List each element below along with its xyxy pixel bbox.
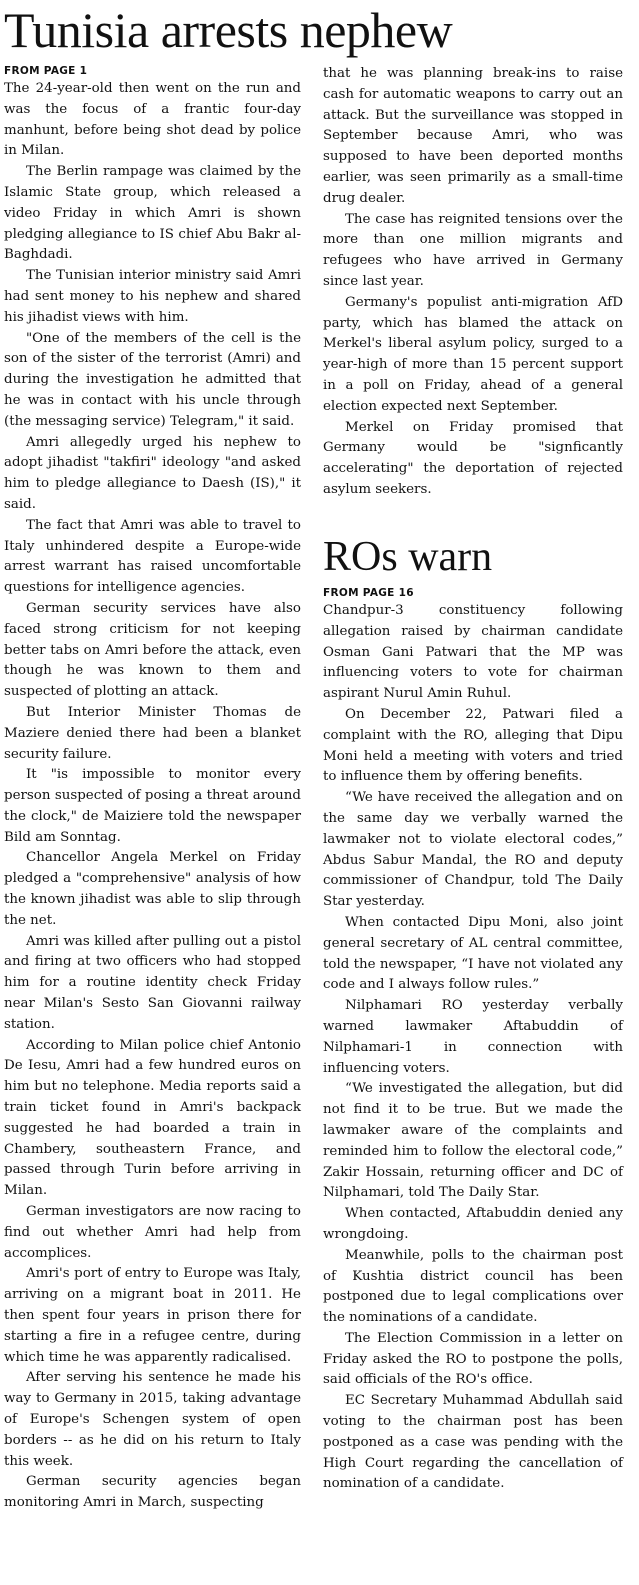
- paragraph: The Election Commission in a letter on Friday asked the RO to postpone the polls, said officials of the RO's office.: [323, 1330, 623, 1388]
- paragraph: When contacted Dipu Moni, also joint general secretary of AL central committee, told the newspaper, “I have not violated any code and I always follow rules.”: [323, 914, 623, 993]
- paragraph: German security agencies began monitoring Amri in March, suspecting: [4, 1474, 301, 1511]
- column-2: [323, 64, 623, 501]
- paragraph: Chandpur-3 constituency following allegation raised by chairman candidate Osman Gani Patwari that the MP was influencing voters to vote for chairman aspirant Nurul Amin Ruhul.: [323, 603, 623, 702]
- paragraph: Amri allegedly urged his nephew to adopt jihadist "takfiri" ideology "and asked him to pledge allegiance to Daesh (IS)," it said.: [4, 434, 301, 512]
- paragraph: Amri's port of entry to Europe was Italy, arriving on a migrant boat in 2011. He then spent four years in prison there for starting a fire in a refugee centre, during which time he was apparently radicalised.: [4, 1266, 301, 1365]
- paragraph: The Tunisian interior ministry said Amri had sent money to his nephew and shared his jihadist views with him.: [4, 268, 301, 325]
- paragraph: Chancellor Angela Merkel on Friday pledged a "comprehensive" analysis of how the known jihadist was able to slip through the net.: [4, 850, 301, 928]
- paragraph: But Interior Minister Thomas de Maziere denied there had been a blanket security failure.: [4, 704, 301, 762]
- paragraph: “We investigated the allegation, but did not find it to be true. But we made the lawmaker aware of the complaints and reminded him to follow the electoral code,” Zakir Hossain, returning officer and DC of Nilphamari, told The Daily Star.: [323, 1081, 623, 1201]
- paragraph: “We have received the allegation and on the same day we verbally warned the lawmaker not to violate electoral codes,” Abdus Sabur Mandal, the RO and deputy commissioner of Chandpur, told The Daily Star yesterday.: [323, 790, 623, 910]
- paragraph: According to Milan police chief Antonio De Iesu, Amri had a few hundred euros on him but no telephone. Media reports said a train ticket found in Amri's backpack suggested he had boarded a train in Chambery, southeastern France, and passed through Turin before arriving in Milan.: [4, 1037, 301, 1199]
- headline-ros-warn: ROs warn: [323, 534, 493, 580]
- paragraph: The fact that Amri was able to travel to Italy unhindered despite a Europe-wide arrest warrant has raised uncomfortable questions for intelligence agencies.: [4, 517, 301, 596]
- headline-tunisia: Tunisia arrests nephew: [4, 2, 453, 58]
- paragraph: EC Secretary Muhammad Abdullah said voting to the chairman post has been postponed as a case was pending with the High Court regarding the cancellation of nomination of a candidate.: [323, 1393, 623, 1492]
- paragraph: that he was planning break-ins to raise cash for automatic weapons to carry out an attack. But the surveillance was stopped in September because Amri, who was supposed to have been deported months earlier, was seen primarily as a small-time drug dealer.: [323, 66, 623, 206]
- paragraph: After serving his sentence he made his way to Germany in 2015, taking advantage of Europe's Schengen system of open borders -- as he did on his return to Italy this week.: [4, 1370, 301, 1469]
- paragraph: Nilphamari RO yesterday verbally warned lawmaker Aftabuddin of Nilphamari-1 in connection with influencing voters.: [323, 998, 623, 1076]
- paragraph: On December 22, Patwari filed a complaint with the RO, alleging that Dipu Moni held a meeting with voters and tried to influence them by offering benefits.: [323, 706, 623, 785]
- paragraph: It "is impossible to monitor every person suspected of posing a threat around the clock," de Maiziere told the newspaper Bild am Sonntag.: [4, 767, 301, 845]
- paragraph: Germany's populist anti-migration AfD party, which has blamed the attack on Merkel's liberal asylum policy, surged to a year-high of more than 15 percent support in a poll on Friday, ahead of a general election expected next September.: [323, 294, 623, 414]
- paragraph: German investigators are now racing to find out whether Amri had help from accomplices.: [4, 1204, 301, 1261]
- paragraph: German security services have also faced strong criticism for not keeping better tabs on Amri before the attack, even though he was known to them and suspected of plotting an attack.: [4, 600, 301, 700]
- kicker-from-page-16: FROM PAGE 16: [323, 587, 414, 599]
- paragraph: The case has reignited tensions over the more than one million migrants and refugees who have arrived in Germany since last year.: [323, 211, 623, 289]
- paragraph: Amri was killed after pulling out a pistol and firing at two officers who had stopped him for a routine identity check Friday near Milan's Sesto San Giovanni railway station.: [4, 933, 301, 1032]
- kicker-from-page-1: FROM PAGE 1: [4, 65, 88, 77]
- paragraph: Meanwhile, polls to the chairman post of Kushtia district council has been postponed due to legal complications over the nominations of a candidate.: [323, 1247, 623, 1326]
- paragraph: Merkel on Friday promised that Germany would be "signficantly accelerating" the deportation of rejected asylum seekers.: [323, 419, 623, 497]
- paragraph: The 24-year-old then went on the run and was the focus of a frantic four-day manhunt, before being shot dead by police in Milan.: [4, 81, 301, 159]
- paragraph: "One of the members of the cell is the son of the sister of the terrorist (Amri) and during the investigation he admitted that he was in contact with his uncle through (the messaging service) Telegram," it said.: [4, 330, 301, 429]
- column-1: [4, 64, 301, 1514]
- paragraph: When contacted, Aftabuddin denied any wrongdoing.: [323, 1206, 623, 1242]
- column-3: [323, 586, 623, 1495]
- paragraph: The Berlin rampage was claimed by the Islamic State group, which released a video Friday in which Amri is shown pledging allegiance to IS chief Abu Bakr al-Baghdadi.: [4, 164, 301, 263]
